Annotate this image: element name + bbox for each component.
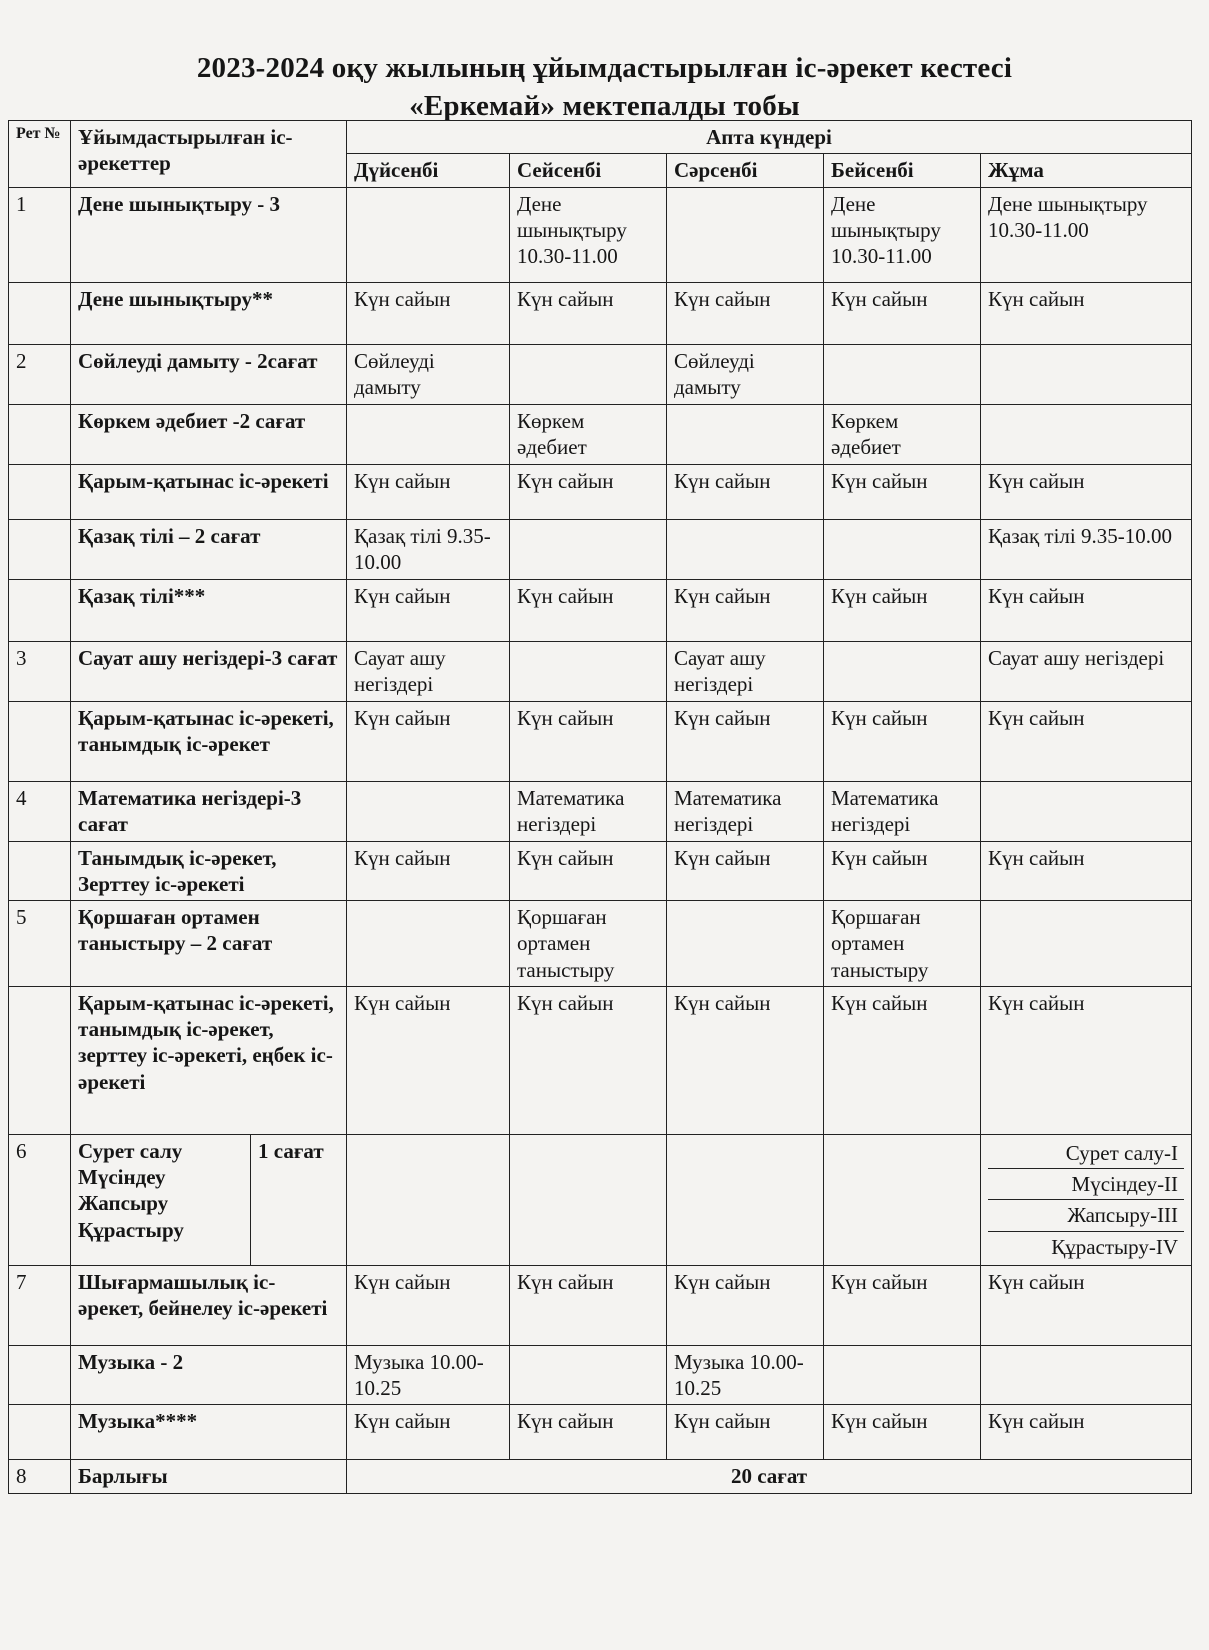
cell-thu: Күн сайын [824,986,981,1134]
cell-wed [667,187,824,282]
cell-mon [347,404,510,464]
cell-mon: Күн сайын [347,1405,510,1460]
cell-wed: Күн сайын [667,1265,824,1345]
cell-wed: Математика негіздері [667,781,824,841]
row-activity: Сурет салу Мүсіндеу Жапсыру Құрастыру [71,1134,251,1265]
cell-fri: Күн сайын [981,986,1192,1134]
cell-mon: Сауат ашу негіздері [347,641,510,701]
cell-thu: Күн сайын [824,282,981,344]
row-activity: Қарым-қатынас іс-әрекеті, танымдық іс-әрекет [71,701,347,781]
cell-mon: Күн сайын [347,1265,510,1345]
table-row [9,282,1192,344]
cell-mon [347,1134,510,1265]
row-activity: Қарым-қатынас іс-әрекеті [71,464,347,519]
cell-fri: Күн сайын [981,1265,1192,1345]
header-day-fri: Жұма [981,154,1192,187]
cell-mon: Күн сайын [347,841,510,901]
cell-fri [981,901,1192,987]
cell-fri: Қазақ тілі 9.35-10.00 [981,519,1192,579]
cell-mon: Күн сайын [347,986,510,1134]
cell-mon [347,187,510,282]
row-activity: Қазақ тілі*** [71,579,347,641]
table-row [9,641,1192,701]
cell-thu: Күн сайын [824,701,981,781]
header-day-mon: Дүйсенбі [347,154,510,187]
table-row [9,1265,1192,1345]
total-label: Барлығы [71,1460,347,1494]
cell-tue: Күн сайын [510,986,667,1134]
schedule-table [8,120,1192,1494]
row-num [9,579,71,641]
cell-mon: Күн сайын [347,282,510,344]
table-row [9,464,1192,519]
table-row [9,781,1192,841]
row-activity: Көркем әдебиет -2 сағат [71,404,347,464]
row-activity: Музыка**** [71,1405,347,1460]
row-num: 5 [9,901,71,987]
cell-fri [981,1345,1192,1405]
row-num [9,282,71,344]
row-activity: Сөйлеуді дамыту - 2сағат [71,344,347,404]
header-day-tue: Сейсенбі [510,154,667,187]
cell-thu: Дене шынықтыру 10.30-11.00 [824,187,981,282]
cell-fri: Дене шынықтыру 10.30-11.00 [981,187,1192,282]
cell-fri: Күн сайын [981,579,1192,641]
row-num: 7 [9,1265,71,1345]
cell-wed: Күн сайын [667,579,824,641]
cell-tue: Күн сайын [510,701,667,781]
table-row [9,187,1192,282]
header-day-thu: Бейсенбі [824,154,981,187]
cell-wed: Күн сайын [667,986,824,1134]
total-value: 20 сағат [347,1460,1192,1494]
cell-fri: Күн сайын [981,841,1192,901]
cell-tue: Күн сайын [510,579,667,641]
cell-tue [510,641,667,701]
row-activity: Қарым-қатынас іс-әрекеті, танымдық іс-әрекет, зерттеу іс-әрекеті, еңбек іс-әрекеті [71,986,347,1134]
row-num: 1 [9,187,71,282]
cell-wed [667,404,824,464]
cell-tue: Күн сайын [510,1265,667,1345]
cell-mon [347,781,510,841]
art-item: Мүсіндеу-II [988,1169,1184,1200]
table-row [9,404,1192,464]
art-item: Құрастыру-IV [1051,1234,1179,1259]
cell-fri [981,781,1192,841]
table-row [9,1345,1192,1405]
art-item: Жапсыру-III [988,1200,1184,1231]
table-row [9,1405,1192,1460]
cell-mon: Сөйлеуді дамыту [347,344,510,404]
cell-tue [510,519,667,579]
group-title: «Еркемай» мектепалды тобы [409,90,800,122]
cell-mon: Музыка 10.00-10.25 [347,1345,510,1405]
cell-mon: Қазақ тілі 9.35-10.00 [347,519,510,579]
cell-wed [667,519,824,579]
row-hours: 1 сағат [251,1134,347,1265]
cell-wed [667,1134,824,1265]
cell-fri [981,1134,1192,1265]
cell-tue: Күн сайын [510,464,667,519]
cell-tue: Күн сайын [510,282,667,344]
page-title: 2023-2024 оқу жылының ұйымдастырылған іс-әрекет кестесі [196,52,1013,84]
cell-fri: Сауат ашу негіздері [981,641,1192,701]
header-activities: Ұйымдастырылған іс-әрекеттер [71,121,347,188]
cell-fri: Күн сайын [981,282,1192,344]
cell-thu: Қоршаған ортамен таныстыру [824,901,981,987]
cell-thu [824,1134,981,1265]
cell-mon: Күн сайын [347,701,510,781]
row-num: 8 [9,1460,71,1494]
cell-thu: Көркем әдебиет [824,404,981,464]
cell-wed: Музыка 10.00-10.25 [667,1345,824,1405]
cell-wed: Күн сайын [667,464,824,519]
cell-thu: Күн сайын [824,841,981,901]
cell-thu: Күн сайын [824,579,981,641]
cell-wed [667,901,824,987]
cell-fri [981,344,1192,404]
art-item: Сурет салу-I [988,1138,1184,1169]
cell-mon: Күн сайын [347,579,510,641]
header-num: Рет № [9,121,71,188]
row-activity: Математика негіздері-3 сағат [71,781,347,841]
header-row-1 [9,121,1192,154]
row-activity: Дене шынықтыру** [71,282,347,344]
cell-tue: Математика негіздері [510,781,667,841]
cell-tue: Қоршаған ортамен таныстыру [510,901,667,987]
row-num [9,986,71,1134]
row-num [9,1405,71,1460]
row-activity: Шығармашылық іс-әрекет, бейнелеу іс-әрекеті [71,1265,347,1345]
cell-thu: Күн сайын [824,1265,981,1345]
row-num [9,404,71,464]
cell-tue [510,1134,667,1265]
cell-mon: Күн сайын [347,464,510,519]
cell-thu: Күн сайын [824,464,981,519]
row-activity: Музыка - 2 [71,1345,347,1405]
row-num: 6 [9,1134,71,1265]
cell-wed: Күн сайын [667,841,824,901]
row-activity: Сауат ашу негіздері-3 сағат [71,641,347,701]
table-row [9,701,1192,781]
table-row-art [9,1134,1192,1265]
cell-fri: Күн сайын [981,1405,1192,1460]
row-activity: Танымдық іс-әрекет, Зерттеу іс-әрекеті [71,841,347,901]
cell-tue [510,344,667,404]
cell-wed: Сауат ашу негіздері [667,641,824,701]
cell-thu [824,519,981,579]
row-activity: Қазақ тілі – 2 сағат [71,519,347,579]
row-activity: Қоршаған ортамен таныстыру – 2 сағат [71,901,347,987]
cell-fri [981,404,1192,464]
header-week-days: Апта күндері [347,121,1192,154]
row-num [9,701,71,781]
cell-thu [824,1345,981,1405]
row-num: 3 [9,641,71,701]
row-num [9,464,71,519]
table-row [9,986,1192,1134]
row-num [9,1345,71,1405]
cell-thu [824,641,981,701]
cell-wed: Күн сайын [667,282,824,344]
cell-thu: Математика негіздері [824,781,981,841]
row-num [9,519,71,579]
cell-tue: Күн сайын [510,1405,667,1460]
table-row [9,841,1192,901]
table-row [9,901,1192,987]
row-num [9,841,71,901]
cell-tue [510,1345,667,1405]
cell-wed: Сөйлеуді дамыту [667,344,824,404]
cell-tue: Дене шынықтыру 10.30-11.00 [510,187,667,282]
cell-fri: Күн сайын [981,464,1192,519]
row-num: 2 [9,344,71,404]
header-day-wed: Сәрсенбі [667,154,824,187]
cell-fri: Күн сайын [981,701,1192,781]
row-activity: Дене шынықтыру - 3 [71,187,347,282]
total-row [9,1460,1192,1494]
cell-wed: Күн сайын [667,701,824,781]
cell-mon [347,901,510,987]
cell-tue: Көркем әдебиет [510,404,667,464]
table-row [9,519,1192,579]
cell-tue: Күн сайын [510,841,667,901]
cell-wed: Күн сайын [667,1405,824,1460]
table-row [9,344,1192,404]
table-row [9,579,1192,641]
row-num: 4 [9,781,71,841]
cell-thu [824,344,981,404]
cell-thu: Күн сайын [824,1405,981,1460]
